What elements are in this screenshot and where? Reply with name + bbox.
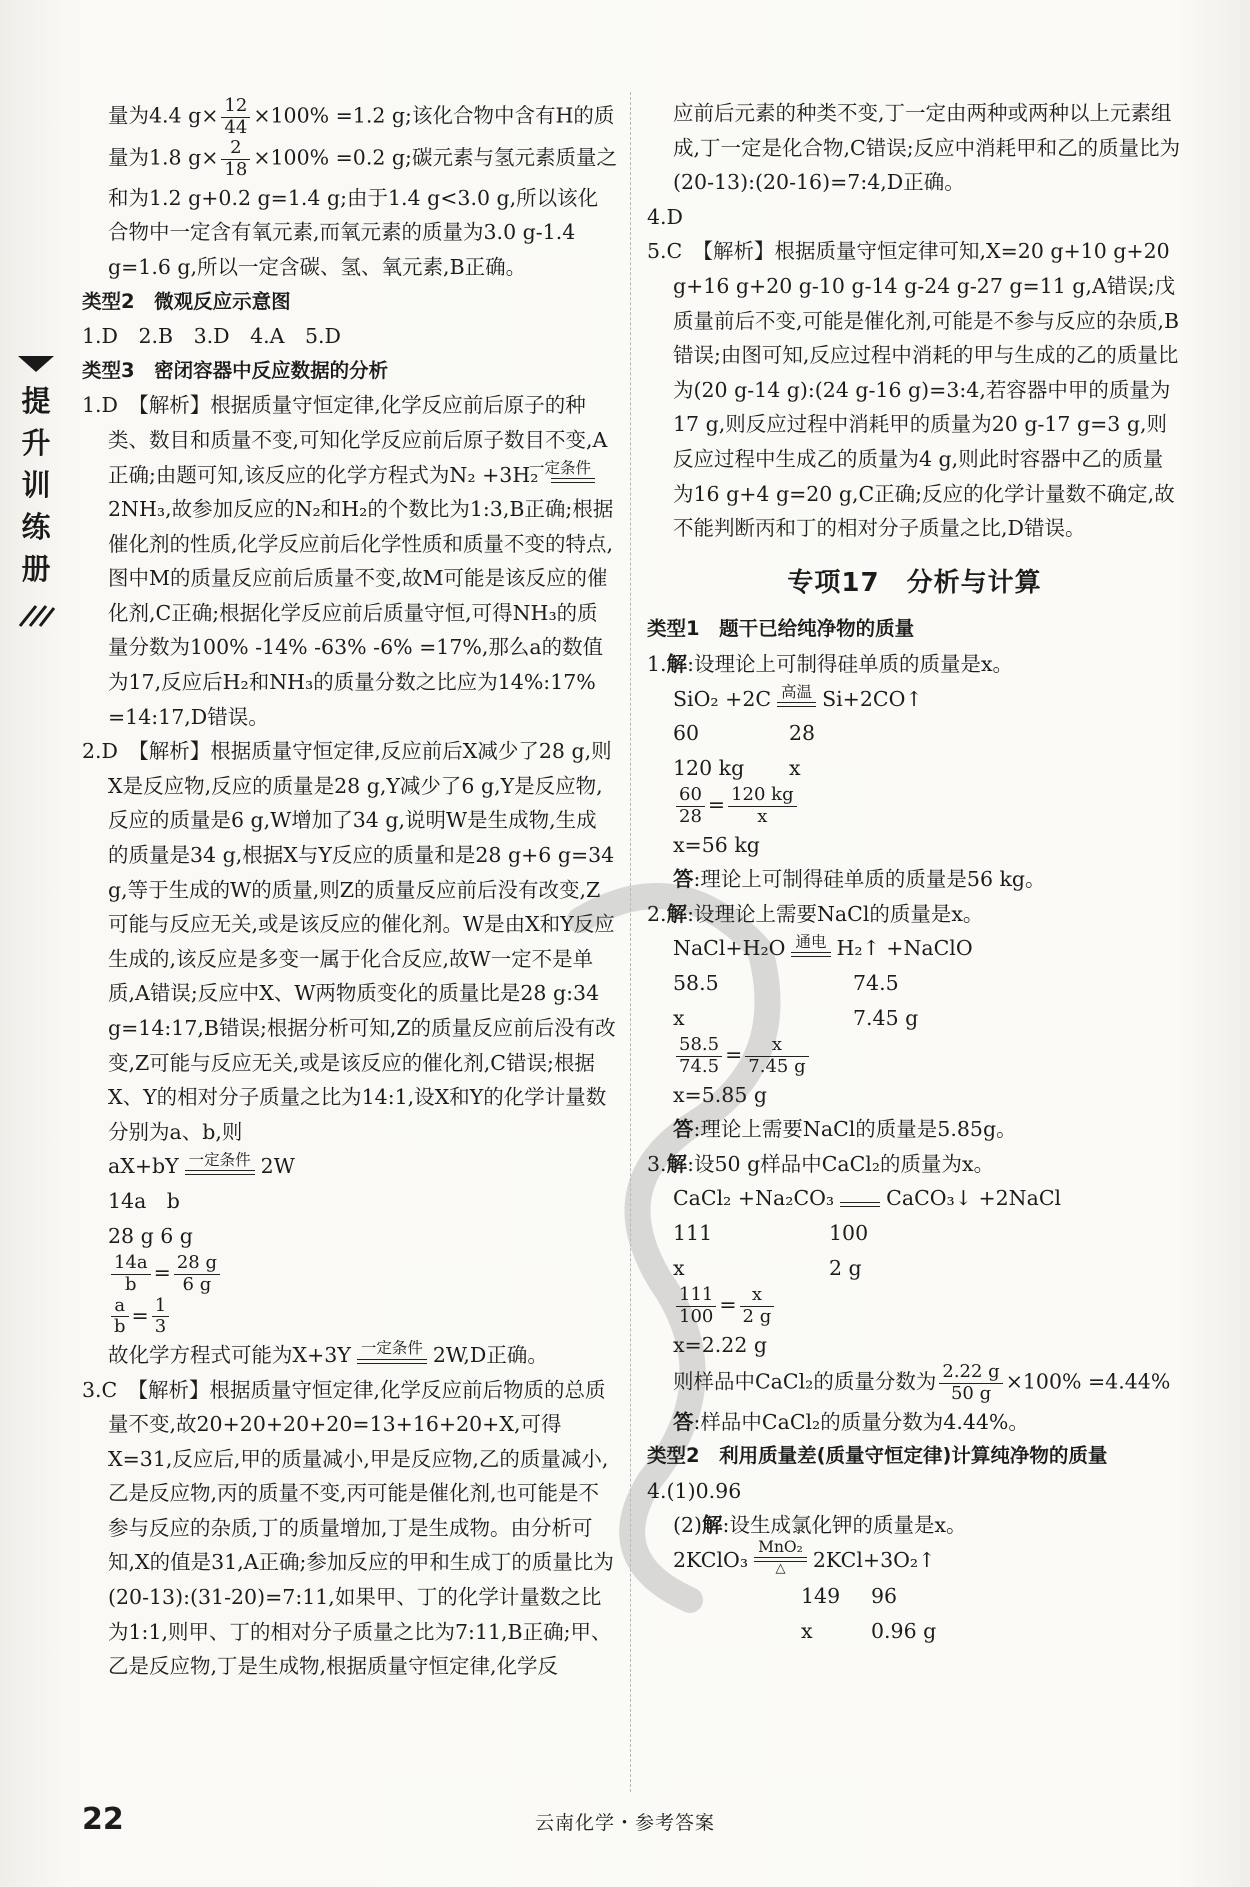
fraction-numerator: 1 bbox=[152, 1296, 169, 1318]
fraction bbox=[939, 1362, 1002, 1404]
left-column bbox=[82, 96, 617, 1684]
percentage-line bbox=[647, 1362, 1182, 1404]
solution-paragraph bbox=[82, 388, 617, 734]
fraction-numerator: x bbox=[745, 1035, 808, 1057]
cell: 7.45 g bbox=[853, 1005, 919, 1030]
fraction-numerator: 2 bbox=[221, 138, 250, 160]
fraction-denominator: 28 bbox=[679, 805, 702, 827]
equals-bar bbox=[777, 702, 816, 707]
question-line bbox=[647, 1147, 1182, 1182]
fraction-denominator: 18 bbox=[224, 159, 248, 181]
answer-line bbox=[647, 1112, 1182, 1147]
section-title: 专项17 分析与计算 bbox=[787, 567, 1042, 598]
equation-row bbox=[647, 751, 1182, 786]
type-heading: 类型1 题干已给纯净物的质量 bbox=[647, 617, 915, 641]
cell: 149 bbox=[801, 1584, 841, 1609]
type-heading: 类型3 密闭容器中反应数据的分析 bbox=[82, 358, 389, 382]
heat-symbol: △ bbox=[775, 1561, 786, 1577]
text: 1. bbox=[647, 651, 667, 676]
jie-label: 解 bbox=[702, 1513, 723, 1538]
reaction-condition bbox=[777, 682, 816, 708]
jie-label: 解 bbox=[666, 901, 688, 926]
reaction-condition bbox=[791, 932, 830, 958]
text: 2NH₃,故参加反应的N₂和H₂的个数比为1:3,B正确;根据催化剂的性质,化学反应前后化学性质和质量不变的特点,图中M的质量反应前后质量不变,故M可能是该反应的催化剂,C正确;根据化学反应前后质量守恒,可得NH₃的质量分数为100% -14% -63% -6% =17%,那么a的数值为17,反应后H₂和NH₃的质量分数之比应为14%:17% =14:17,D错误。 bbox=[108, 497, 614, 729]
equation-left: CaCl₂ +Na₂CO₃ bbox=[673, 1186, 835, 1211]
fraction-numerator: 111 bbox=[676, 1285, 716, 1307]
text: :设50 g样品中CaCl₂的质量为x。 bbox=[687, 1151, 995, 1176]
equation-right: 2W bbox=[260, 1154, 295, 1179]
side-tab-char: 训 bbox=[21, 468, 51, 502]
paragraph bbox=[82, 96, 617, 138]
fraction bbox=[740, 1285, 775, 1327]
text: 则样品中CaCl₂的质量分数为 bbox=[673, 1369, 937, 1394]
reaction-condition bbox=[185, 1150, 255, 1176]
equation-left: NaCl+H₂O bbox=[673, 936, 786, 961]
fraction-denominator: 2 g bbox=[742, 1305, 772, 1327]
equation-right: 2KCl+3O₂↑ bbox=[812, 1547, 936, 1572]
cell: 96 bbox=[871, 1584, 898, 1609]
fraction-numerator: 60 bbox=[676, 785, 705, 807]
fraction-denominator: b bbox=[125, 1273, 137, 1295]
conclusion-line bbox=[82, 1338, 617, 1373]
fraction-denominator: b bbox=[114, 1316, 126, 1338]
fraction bbox=[676, 1285, 716, 1327]
equals-bar bbox=[791, 952, 830, 957]
fraction-denominator: 44 bbox=[224, 116, 248, 138]
chemical-equation bbox=[647, 1537, 1182, 1579]
answer-label: 答 bbox=[673, 867, 694, 892]
cell: x bbox=[673, 1255, 685, 1280]
equals-bar bbox=[840, 1202, 880, 1207]
text: 故化学方程式可能为X+3Y bbox=[108, 1342, 351, 1367]
condition-text: 通电 bbox=[795, 932, 827, 951]
fraction bbox=[676, 1035, 722, 1077]
fraction bbox=[221, 138, 250, 180]
result-line: x=2.22 g bbox=[673, 1332, 768, 1357]
cell: 0.96 g bbox=[871, 1618, 937, 1643]
fraction-numerator: 120 kg bbox=[728, 785, 797, 807]
fraction-numerator: 28 g bbox=[174, 1253, 220, 1275]
answer-line bbox=[647, 1405, 1182, 1440]
text: :设理论上可制得硅单质的质量是x。 bbox=[687, 651, 1014, 676]
equals-bar bbox=[357, 1359, 427, 1364]
triangle-marker bbox=[18, 356, 54, 372]
fraction-numerator: x bbox=[740, 1285, 775, 1307]
reaction-condition bbox=[754, 1537, 807, 1577]
question-line bbox=[647, 1508, 1182, 1543]
paragraph: 和为1.2 g+0.2 g=1.4 g;由于1.4 g<3.0 g,所以该化合物中一定含有氧元素,而氧元素的质量为3.0 g-1.4 g=1.6 g,所以一定含碳、氢、氧元素,B正确。 bbox=[108, 185, 599, 279]
text: 量为4.4 g× bbox=[108, 103, 219, 128]
cell: x bbox=[801, 1618, 813, 1643]
slash-decoration-icon bbox=[16, 596, 56, 630]
text: :设理论上需要NaCl的质量是x。 bbox=[687, 901, 984, 926]
solution-paragraph: 2.D 【解析】根据质量守恒定律,反应前后X减少了28 g,则X是反应物,反应的质量是28 g,Y减少了6 g,Y是反应物,反应的质量是6 g,W增加了34 g,说明W是生成物,生成的质量是34 g,根据X与Y反应的质量和是28 g+6 g=34 g,等于生成的W的质量,则Z的质量反应前后没有改变,Z可能与反应无关,或是该反应的催化剂。W是由X和Y反应生成的,该反应是多变一属于化合反应,故W一定不是单质,A错误;反应中X、W两物质变化的质量比是28 g:34 g=14:17,B错误;根据分析可知,Z的质量反应前后没有改变,Z可能与反应无关,或是该反应的催化剂,C错误;根据X、Y的相对分子质量之比为14:1,设X和Y的化学计量数分别为a、b,则 bbox=[82, 739, 616, 1144]
ratio-line: $\frac{a}{b}$ = $\frac{1}{3}$ bbox=[82, 1296, 617, 1338]
reaction-condition bbox=[528, 458, 595, 484]
equals-bar bbox=[185, 1170, 255, 1175]
equation-right: H₂↑ +NaClO bbox=[836, 936, 973, 961]
condition-text: 一定条件 bbox=[188, 1150, 251, 1169]
fraction-denominator: 50 g bbox=[950, 1382, 992, 1404]
text: 3. bbox=[647, 1151, 667, 1176]
fraction-numerator: 2.22 g bbox=[939, 1362, 1002, 1384]
equation-row bbox=[647, 966, 1182, 1001]
condition-text: 高温 bbox=[781, 682, 813, 701]
fraction-denominator: x bbox=[757, 805, 768, 827]
equation-right: CaCO₃↓ +2NaCl bbox=[886, 1186, 1062, 1211]
fraction-numerator: 12 bbox=[221, 96, 250, 118]
fraction-numerator: 14a bbox=[111, 1253, 151, 1275]
solution-paragraph: 3.C 【解析】根据质量守恒定律,化学反应前后物质的总质量不变,故20+20+20+20=13+16+20+X,可得X=31,反应后,甲的质量减小,甲是反应物,乙的质量减小,乙是反应物,丙的质量不变,丙可能是催化剂,也可能是不参与反应的杂质,丁的质量增加,丁是生成物。由分析可知,X的值是31,A正确;参加反应的甲和生成丁的质量比为(20-13):(31-20)=7:11,如果甲、丁的化学计量数之比为1:1,则甲、丁的相对分子质量之比为7:11,B正确;甲、乙是反应物,丁是生成物,根据质量守恒定律,化学反 bbox=[82, 1377, 614, 1679]
fraction-numerator: a bbox=[111, 1296, 129, 1318]
fraction-denominator: 3 bbox=[154, 1316, 167, 1338]
page-number: 22 bbox=[82, 1802, 124, 1837]
equation-row bbox=[647, 1251, 1182, 1286]
equals-bar bbox=[551, 478, 595, 483]
fraction bbox=[152, 1296, 169, 1338]
equation-row bbox=[647, 1001, 1182, 1036]
chemical-equation bbox=[647, 931, 1182, 966]
text: 2. bbox=[647, 901, 667, 926]
answer-label: 答 bbox=[673, 1409, 694, 1434]
cell: 111 bbox=[673, 1220, 713, 1245]
side-tab-char: 练 bbox=[21, 510, 51, 544]
text: :理论上需要NaCl的质量是5.85g。 bbox=[693, 1117, 1017, 1142]
reaction-condition bbox=[840, 1185, 880, 1208]
answer-line: 4.(1)0.96 bbox=[647, 1478, 742, 1503]
condition-text: 一定条件 bbox=[528, 458, 591, 477]
cell: 74.5 bbox=[853, 971, 899, 996]
text: ×100% =4.44% bbox=[1005, 1369, 1171, 1394]
cell: 58.5 bbox=[673, 971, 719, 996]
text: 量为1.8 g× bbox=[108, 146, 219, 171]
column-divider bbox=[630, 92, 631, 1792]
fraction bbox=[728, 785, 797, 827]
type-heading: 类型2 微观反应示意图 bbox=[82, 289, 291, 313]
fraction-denominator: 6 g bbox=[182, 1273, 212, 1295]
question-line bbox=[647, 897, 1182, 932]
side-tab-char: 提 bbox=[21, 384, 51, 418]
fraction-denominator: 100 bbox=[679, 1305, 714, 1327]
cell: 100 bbox=[829, 1220, 869, 1245]
text: ×100% =0.2 g;碳元素与氢元素质量之 bbox=[253, 146, 617, 171]
equation-left: 2KClO₃ bbox=[673, 1547, 749, 1572]
text: 1.D 【解析】根据质量守恒定律,化学反应前后原子的种类、数目和质量不变,可知化学反应前后原子数目不变,A正确;由题可知,该反应的化学方程式为N₂ +3H₂ bbox=[82, 393, 608, 487]
cell: 2 g bbox=[829, 1255, 862, 1280]
side-tab-char: 升 bbox=[21, 426, 51, 460]
equation-left: SiO₂ +2C bbox=[673, 686, 772, 711]
paragraph: 应前后元素的种类不变,丁一定由两种或两种以上元素组成,丁一定是化合物,C错误;反应中消耗甲和乙的质量比为(20-13):(20-16)=7:4,D正确。 bbox=[673, 101, 1181, 195]
equation-row bbox=[647, 1216, 1182, 1251]
type-heading: 类型2 利用质量差(质量守恒定律)计算纯净物的质量 bbox=[647, 1444, 1108, 1468]
chemical-equation bbox=[647, 682, 1182, 717]
fraction-denominator: 7.45 g bbox=[748, 1055, 806, 1077]
equation-left: aX+bY bbox=[108, 1154, 179, 1179]
side-tab-char: 册 bbox=[21, 552, 51, 586]
equation-row: 28 g 6 g bbox=[108, 1223, 193, 1248]
answer-list: 1.D 2.B 3.D 4.A 5.D bbox=[82, 324, 341, 349]
fraction bbox=[111, 1253, 151, 1295]
text: (2) bbox=[673, 1513, 703, 1538]
equation-right: Si+2CO↑ bbox=[822, 686, 923, 711]
ratio-line: $\frac{60}{28}$ = $\frac{120 kg}{x}$ bbox=[647, 785, 1182, 827]
condition-text: MnO₂ bbox=[758, 1537, 803, 1556]
equation-row bbox=[647, 1579, 1182, 1614]
ratio-line: $\frac{14a}{b}$ = $\frac{28 g}{6 g}$ bbox=[82, 1253, 617, 1295]
ratio-line: $\frac{58.5}{74.5}$ = $\frac{x}{7.45 g}$ bbox=[647, 1035, 1182, 1077]
condition-text: 一定条件 bbox=[360, 1339, 423, 1358]
side-tab bbox=[16, 356, 56, 630]
cell: 120 kg bbox=[673, 755, 745, 780]
text: 2W,D正确。 bbox=[432, 1342, 548, 1367]
fraction bbox=[221, 96, 250, 138]
result-line: x=5.85 g bbox=[673, 1082, 768, 1107]
cell: x bbox=[673, 1005, 685, 1030]
fraction bbox=[676, 785, 705, 827]
fraction bbox=[174, 1253, 220, 1295]
cell: 28 bbox=[789, 721, 816, 746]
answer-label: 答 bbox=[673, 1117, 694, 1142]
footer-title: 云南化学・参考答案 bbox=[534, 1812, 715, 1834]
equation-row: 14a b bbox=[108, 1188, 180, 1213]
fraction bbox=[111, 1296, 129, 1338]
ratio-line: $\frac{111}{100}$ = $\frac{x}{2 g}$ bbox=[647, 1285, 1182, 1327]
text: :设生成氯化钾的质量是x。 bbox=[722, 1513, 967, 1538]
fraction-numerator: 58.5 bbox=[676, 1035, 722, 1057]
cell: x bbox=[789, 755, 801, 780]
text: ×100% =1.2 g;该化合物中含有H的质 bbox=[253, 103, 615, 128]
fraction bbox=[745, 1035, 808, 1077]
cell: 60 bbox=[673, 721, 700, 746]
chemical-equation bbox=[647, 1181, 1182, 1216]
equation-row bbox=[647, 716, 1182, 751]
jie-label: 解 bbox=[666, 651, 688, 676]
condition-text bbox=[840, 1185, 880, 1201]
question-line bbox=[647, 647, 1182, 682]
equation-row bbox=[647, 1614, 1182, 1649]
fraction-denominator: 74.5 bbox=[679, 1055, 720, 1077]
paragraph bbox=[82, 138, 617, 180]
text: :理论上可制得硅单质的质量是56 kg。 bbox=[693, 867, 1046, 892]
answer-line: 4.D bbox=[647, 204, 683, 229]
reaction-condition bbox=[357, 1341, 427, 1364]
text: :样品中CaCl₂的质量分数为4.44%。 bbox=[693, 1409, 1029, 1434]
chemical-equation bbox=[82, 1149, 617, 1184]
result-line: x=56 kg bbox=[673, 832, 760, 857]
right-column bbox=[647, 96, 1182, 1648]
solution-paragraph: 5.C 【解析】根据质量守恒定律可知,X=20 g+10 g+20 g+16 g+20 g-10 g-14 g-24 g-27 g=11 g,A错误;戊质量前后不变,可能是催化剂,可能是不参与反应的杂质,B错误;由图可知,反应过程中消耗的甲与生成的乙的质量比为(20 g-14 g):(24 g-16 g)=3:4,若容器中甲的质量为17 g,则反应过程中消耗甲的质量为20 g-17 g=3 g,则反应过程中生成乙的质量为4 g,则此时容器中乙的质量为16 g+4 g=20 g,C正确;反应的化学计量数不确定,故不能判断丙和丁的相对分子质量之比,D错误。 bbox=[647, 239, 1180, 541]
jie-label: 解 bbox=[666, 1151, 688, 1176]
answer-line bbox=[647, 862, 1182, 897]
